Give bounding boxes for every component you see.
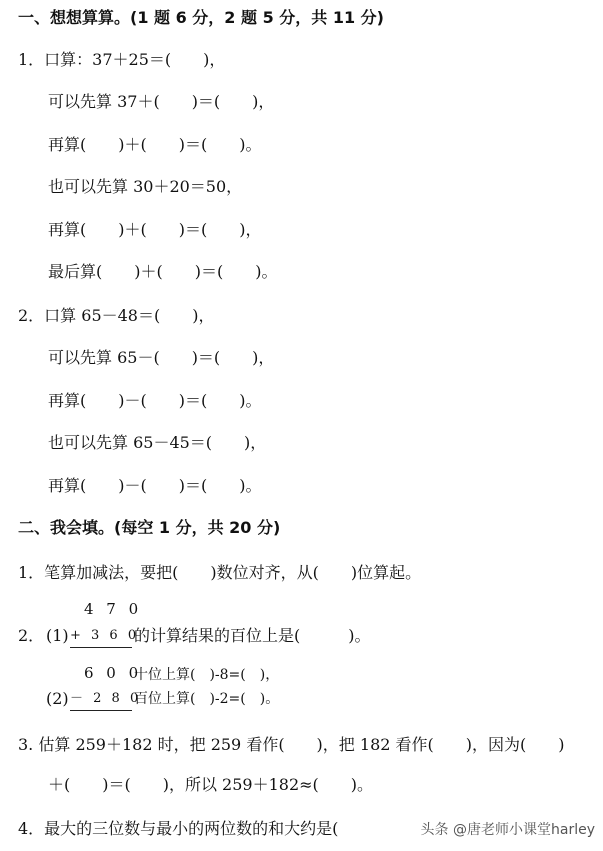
s2-q1: 1．笔算加减法，要把( )数位对齐，从( )位算起。 (18, 563, 422, 582)
q1-line: 再算( )＋( )＝( )。 (48, 135, 262, 154)
q2-2-top-number: 6 0 0 (84, 664, 143, 682)
q2-2-bottom-number: － 2 8 0 (70, 688, 132, 711)
q2-line: 也可以先算 65－45＝( )， (48, 433, 267, 452)
q1-line: 再算( )＋( )＝( )， (48, 220, 262, 239)
q2-line: 可以先算 65－( )＝( )， (48, 348, 275, 367)
q2-2-label: (2) (46, 689, 69, 708)
s2-q4: 4．最大的三位数与最小的两位数的和大约是( (18, 819, 339, 838)
watermark: 头条 @唐老师小课堂harley (420, 822, 595, 838)
q1-line: 也可以先算 30＋20＝50， (48, 177, 243, 196)
q2-1-label: (1) (46, 626, 69, 645)
section2-title: 二、我会填。(每空 1 分，共 20 分) (18, 518, 281, 537)
section1-title: 一、想想算算。(1 题 6 分，2 题 5 分，共 11 分) (18, 8, 384, 27)
q2-line: 再算( )－( )＝( )。 (48, 476, 262, 495)
q2-line: 2．口算 65－48＝( )， (18, 306, 215, 325)
s2-q3-line1: 3. 估算 259＋182 时，把 259 看作( )，把 182 看作( )，因为( ) (18, 735, 565, 754)
s2-q3-line2: ＋( )＝( )，所以 259＋182≈( )。 (48, 775, 374, 794)
q1-line: 可以先算 37＋( )＝( )， (48, 92, 275, 111)
q2-line: 再算( )－( )＝( )。 (48, 391, 262, 410)
q2-2-line1: 十位上算( )-8=( )， (134, 667, 280, 683)
q2-1-top-number: 4 7 0 (84, 600, 143, 618)
q2-1-text: 的计算结果的百位上是( )。 (134, 626, 371, 645)
q2-2-line2: 百位上算( )-2=( )。 (134, 691, 280, 707)
s2-q2-num: 2． (18, 626, 45, 645)
q1-line: 1．口算：37＋25＝( )， (18, 50, 226, 69)
q2-1-bottom-number: + 3 6 0 (70, 625, 132, 648)
q1-line: 最后算( )＋( )＝( )。 (48, 262, 278, 281)
